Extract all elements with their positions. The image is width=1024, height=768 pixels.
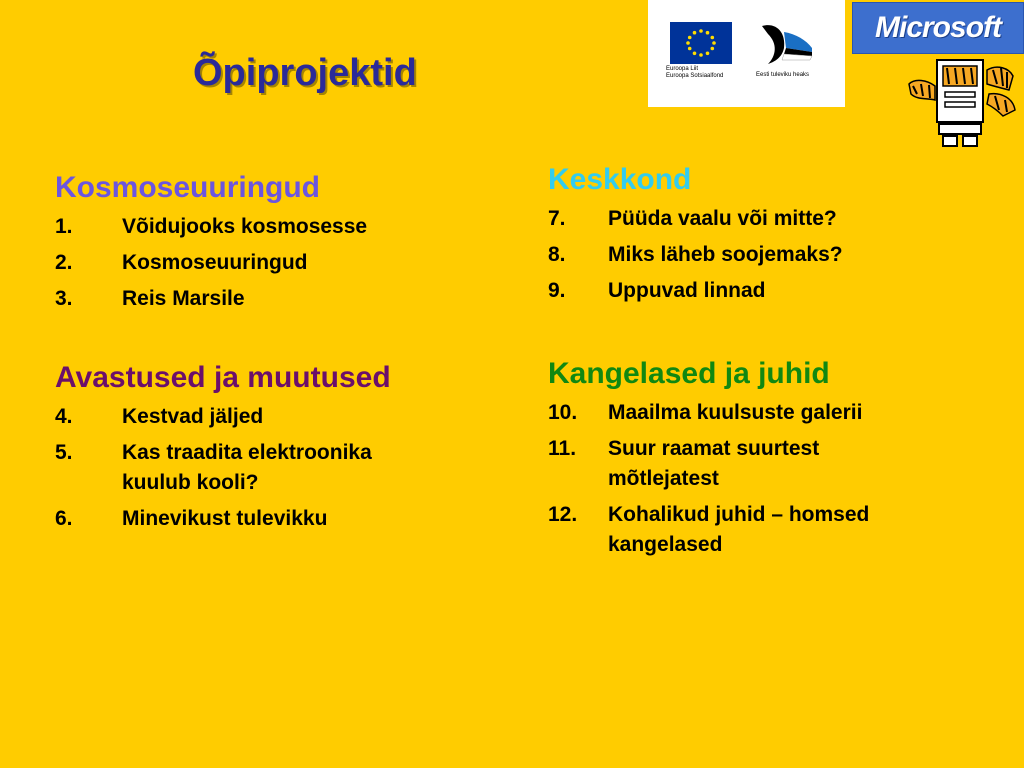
kosmos-list xyxy=(55,212,515,314)
item-text: Reis Marsile xyxy=(122,287,245,310)
item-number: 6. xyxy=(55,507,73,530)
item-number: 7. xyxy=(548,207,566,230)
section-heading-avastused: Avastused ja muutused xyxy=(55,361,391,394)
page-title: Õpiprojektid xyxy=(193,52,417,94)
list-item xyxy=(55,212,515,242)
item-text: Kohalikud juhid – homsed kangelased xyxy=(608,503,870,556)
list-item xyxy=(548,500,968,560)
list-item xyxy=(55,504,515,534)
eesti-swallow-icon xyxy=(756,18,816,66)
item-text: Kosmoseuuringud xyxy=(122,251,308,274)
item-text: Kestvad jäljed xyxy=(122,405,264,428)
item-number: 3. xyxy=(55,287,73,310)
item-text: Maailma kuulsuste galerii xyxy=(608,401,863,424)
list-item xyxy=(548,398,968,428)
right-column xyxy=(548,162,968,566)
item-number: 9. xyxy=(548,279,566,302)
item-number: 10. xyxy=(548,401,578,424)
item-number: 11. xyxy=(548,437,577,460)
item-number: 12. xyxy=(548,503,578,526)
list-item xyxy=(55,402,515,432)
item-number: 8. xyxy=(548,243,566,266)
list-item xyxy=(548,240,968,270)
eu-logo-text: Euroopa Liit Euroopa Sotsiaalfond xyxy=(666,66,724,79)
item-text: Kas traadita elektroonika kuulub kooli? xyxy=(122,441,372,494)
item-text: Suur raamat suurtest mõtlejatest xyxy=(608,437,820,490)
spacer xyxy=(548,312,968,356)
eesti-logo-text: Eesti tuleviku heaks xyxy=(756,72,810,78)
section-heading-kangelased: Kangelased ja juhid xyxy=(548,357,830,390)
item-number: 2. xyxy=(55,251,73,274)
item-text: Võidujooks kosmosesse xyxy=(122,215,368,238)
item-text: Uppuvad linnad xyxy=(608,279,766,302)
kangelased-list xyxy=(548,398,968,560)
spacer xyxy=(55,320,515,360)
item-text: Miks läheb soojemaks? xyxy=(608,243,843,266)
item-number: 5. xyxy=(55,441,73,464)
section-heading-kosmoseuuringud: Kosmoseuuringud xyxy=(55,171,321,204)
item-text: Püüda vaalu või mitte? xyxy=(608,207,837,230)
left-column xyxy=(55,170,515,540)
item-number: 1. xyxy=(55,215,73,238)
sponsor-logos xyxy=(648,0,845,107)
section-heading-keskkond: Keskkond xyxy=(548,163,692,196)
list-item xyxy=(55,248,515,278)
list-item xyxy=(55,438,515,498)
item-text: Minevikust tulevikku xyxy=(122,507,328,530)
tiger-computer-mascot-icon xyxy=(905,54,1017,148)
eu-flag-icon xyxy=(670,22,732,64)
list-item xyxy=(548,276,968,306)
microsoft-logo: Microsoft xyxy=(852,2,1024,54)
list-item xyxy=(548,204,968,234)
keskkond-list xyxy=(548,204,968,306)
list-item xyxy=(55,284,515,314)
avastused-list xyxy=(55,402,515,534)
item-number: 4. xyxy=(55,405,73,428)
list-item xyxy=(548,434,968,494)
